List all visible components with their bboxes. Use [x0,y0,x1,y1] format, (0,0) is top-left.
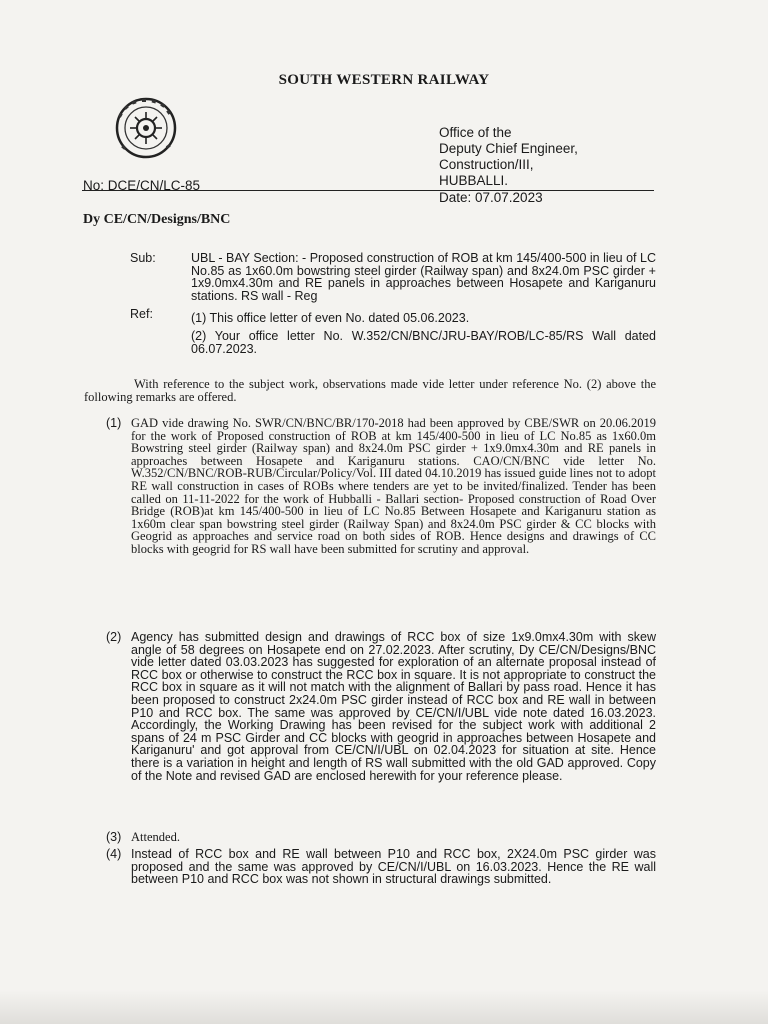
addressee: Dy CE/CN/Designs/BNC [83,212,231,227]
reference-item: (1) This office letter of even No. dated 05.06.2023. [191,311,470,325]
remark-number: (3) [106,830,122,844]
intro-paragraph: With reference to the subject work, observations made vide letter under reference No. (2) above the following remarks are offered. [84,377,656,404]
remark-text: Attended. [131,830,180,844]
remark-text: Instead of RCC box and RE wall between P10 and RCC box, 2X24.0m PSC girder was proposed and the same was approved by CE/CN/I/UBL on 16.03.2023. Hence the RE wall between P10 and RCC box was not shown in structural drawings submitted. [131,847,656,887]
office-line: Construction/III, [439,157,534,172]
reference-item: (2) Your office letter No. W.352/CN/BNC/JRU-BAY/ROB/LC-85/RS Wall dated 06.07.2023. [191,329,656,356]
remark-text: GAD vide drawing No. SWR/CN/BNC/BR/170-2018 had been approved by CBE/SWR on 20.06.2019 for the work of Proposed construction of ROB at km 145/400-500 in lieu of LC No.85 as 1x60.0m Bowstring steel girder (Railway span) and 8x24.0m PSC girder + 1x9.0mx4.30m and RE panels in approaches between Hosapete and Kariganuru stations. CAO/CN/BNC vide letter No. W.352/CN/BNC/ROB-RUB/Circular/Policy/Vol. III dated 04.10.2019 has issued guide lines not to adopt RE wall construction in cases of ROBs where tenders are yet to be invited/finalized. Tender has been called on 11-11-2022 for the work of Hubballi - Ballari section- Proposed construction of Road Over Bridge (ROB)at km 145/400-500 in lieu of LC No.85 Between Hosapete and Kariganuru station as 1x60m clear span bowstring steel girder (Railway Span) and 8x24.0m PSC girder & CC blocks with Geogrid as approaches and service road on both sides of ROB. Hence designs and drawings of CC blocks with geogrid for RS wall have been submitted for scrutiny and approval. [131,416,656,556]
reference-label: Ref: [130,307,153,321]
subject-label: Sub: [130,251,156,265]
remark-number: (1) [106,416,122,430]
office-address [439,125,578,189]
subject-text: UBL - BAY Section: - Proposed construction of ROB at km 145/400-500 in lieu of LC No.85 as 1x60.0m bowstring steel girder (Railway span) and 8x24.0m PSC girder + 1x9.0mx4.30m and RE panels in approaches between Hosapete and Kariganuru stations. RS wall - Reg [191,251,656,303]
scan-edge-shadow [0,990,768,1024]
railway-seal-logo [112,96,180,160]
remark-item [106,848,656,886]
remark-item [106,417,656,556]
office-line: Deputy Chief Engineer, [439,141,578,156]
office-line: Office of the [439,125,512,140]
header-divider [82,190,654,191]
remark-item [106,631,656,782]
remark-number: (2) [106,630,122,644]
office-line: HUBBALLI. [439,173,509,188]
reference-number: No: DCE/CN/LC-85 [83,178,201,193]
remark-item [106,831,656,844]
letter-date: Date: 07.07.2023 [439,190,543,205]
remark-text: Agency has submitted design and drawings of RCC box of size 1x9.0mx4.30m with skew angle of 58 degrees on Hosapete end on 27.02.2023. After scrutiny, Dy CE/CN/Designs/BNC vide letter dated 03.03.2023 has suggested for exploration of an alternate proposal instead of RCC box or otherwise to construct the RCC box in square. It is not appropriate to construct the RCC box in square as it will not match with the alignment of Ballari by pass road. Hence it has been proposed to construct 2x24.0m PSC girder instead of RCC box and RE wall in between P10 and RCC box. The same was approved by CE/CN/I/UBL vide note dated 16.03.2023. Accordingly, the Working Drawing has been revised for the subject work with additional 2 spans of 24 m PSC Girder and CC blocks with geogrid in approaches between Hosapete and Kariganuru' and got approval from CE/CN/I/UBL on 02.04.2023 for situation at site. Hence there is a variation in height and length of RS wall submitted with the old GAD approved. Copy of the Note and revised GAD are enclosed herewith for your reference please. [131,630,656,783]
remark-number: (4) [106,847,122,861]
organization-heading: SOUTH WESTERN RAILWAY [278,72,490,88]
